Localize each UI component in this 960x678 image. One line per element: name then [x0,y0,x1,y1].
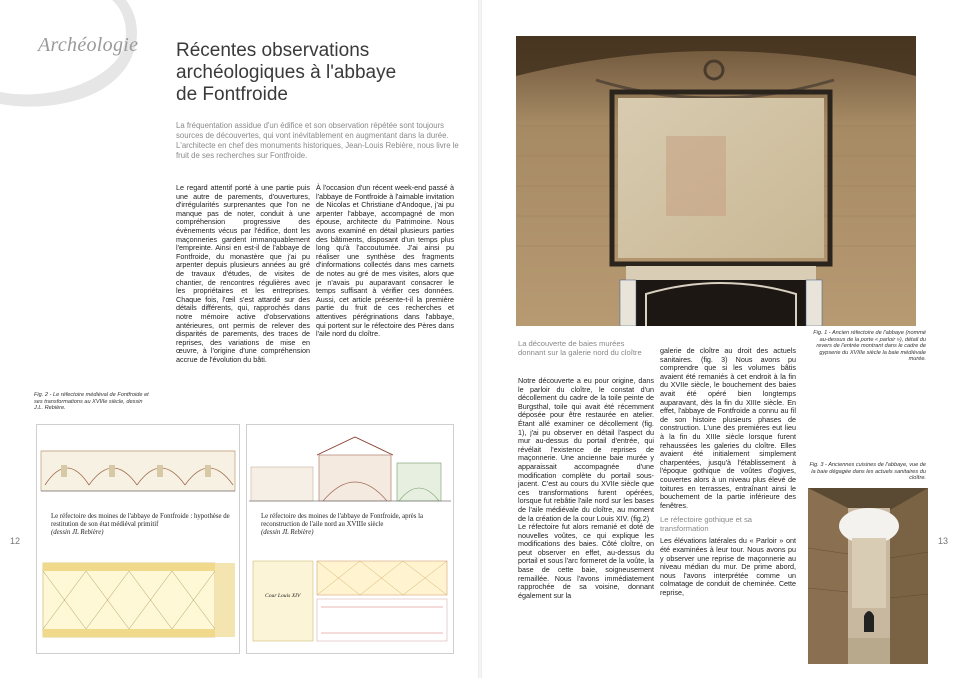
section-drawing [247,425,453,513]
drawing2-credit: (dessin JL Rebière) [261,529,314,536]
page-number-left: 12 [10,536,21,546]
title-line-3: de Fontfroide [176,84,288,105]
page-number-right: 13 [938,536,949,546]
article-title [176,40,396,106]
plan-label: Cour Louis XIV [265,593,301,599]
drawing1-caption [51,513,235,537]
drawing-medieval-refectory [36,424,240,654]
intro-paragraph: La fréquentation assidue d'un édifice et son observation répétée sont toujours sources de découvertes, qui vont inévitablement en augmentant dans la durée. L'architecte en chef des monuments historiques, Jean-Louis Rebière, nous livre le fruit de ses recherches sur Fontfroide. [176,121,459,160]
elevation-drawing [37,425,239,507]
drawing1-credit: (dessin JL Rebière) [51,529,104,536]
fig1-caption: Fig. 1 - Ancien réfectoire de l'abbaye (nommé au-dessus de la porte « parloir »), détail du revers de l'entrée montrant dans le cadre de gypserie du XVIIIe siècle la baie médiévale murée. [813,330,926,363]
body-column-4 [660,347,796,598]
body-column-2: À l'occasion d'un récent week-end passé à l'abbaye de Fontfroide à l'aimable invitation de Nicolas et Christiane d'Andoque, j'ai pu arpenter l'abbaye, accompagné de mon épouse, architecte du Patrimoine. Nous avons examiné en détail plusieurs parties des bâtiments, disposant d'un temps plus long qu'à l'accoutumée. J'ai ainsi pu réaliser une synthèse des fragments d'informations collectés dans mes carnets de notes au gré de mes visites, alors que je n'avais pu auparavant consacrer le temps suffisant à vérifier ces données. Aussi, cet article présente-t-il la première partie du fruit de ces recherches et attentives pérégrinations dans l'abbaye, qui portent sur le réfectoire des Pères dans l'aile nord du cloître. [316,183,454,339]
col4-para-1: galerie de cloître au droit des actuels sanitaires. (fig. 3) Nous avons pu comprendre que si les volumes bâtis avaient été remaniés à cet endroit à la fin du XVIIe siècle, le bouchement des baies avait été opéré bien longtemps auparavant, dès la fin du XIIIe siècle. En effet, l'abbaye de Fontfroide a connu au fil de son histoire plusieurs phases de construction. L'une des premières eut lieu à la fin du XIIIe siècle lorsque furent rehaussées les galeries du cloître. Elles avaient été initialement simplement charpentées, jusqu'à l'établissement à l'époque gothique de voûtes d'ogives, couvertes alors à un niveau plus élevé de toitures en terrasses, entraînant ainsi le bouchement de la partie inférieure des fenêtres. [660,346,796,510]
body-column-1: Le regard attentif porté à une partie puis une autre de parements, d'ouvertures, d'irrégularités surprenantes que l'on ne manque pas de noter, conduit à une compréhension progressive des évènements vécus par l'édifice, dont les maçonneries gardent immanquablement l'empreinte. Ainsi en est-il de l'abbaye de Fontfroide, du monastère que j'ai pu arpenter depuis plusieurs années au gré de travaux d'études, de visites de chantier, de rencontres régulières avec les propriétaires et les entreprises. Chaque fois, l'œil s'est attardé sur des détails différents, qui, rapprochés dans notre mémoire active d'observations antérieures, ont permis de relever des disparités de parements, des traces de reprises, des variations de mise en œuvre, à l'origine d'une compréhension accrue de l'évolution du bâti. [176,183,310,364]
body-column-3 [518,377,654,600]
drawing1-caption-text: Le réfectoire des moines de l'abbaye de Fontfroide : hypothèse de restitution de son état médiéval primitif [51,513,230,528]
col3-para-1: Notre découverte a eu pour origine, dans le parloir du cloître, le constat d'un décollement du cadre de la toile peinte de Burgsthal, toile qui avait été récemment déposée pour être restaurée en atelier. Étant allé examiner ce décollement (fig. 1), j'ai pu observer en détail l'aspect du mur au-dessus du portail d'entrée, qui révélait l'existence de reprises de maçonnerie. Une ancienne baie murée y apparaissait accompagnée d'une modification complète du portail sous-jacent. C'est au cours du XVIIe siècle que ces transformations furent opérées, lorsque fut rebâtie l'aile nord sur les bases de l'aile médiévale du cloître, au moment de la création de la cour Louis XIV. (fig.2) [518,376,654,523]
photo-kitchen-image [808,488,928,664]
title-line-2: archéologiques à l'abbaye [176,62,397,83]
plan-drawing-2 [247,555,453,653]
title-line-1: Récentes observations [176,40,370,61]
drawing-18th-century-refectory [246,424,454,654]
drawing2-caption-text: Le réfectoire des moines de l'abbaye de Fontfroide, après la reconstruction de l'aile nord au XVIIIe siècle [261,513,424,528]
photo-refectory-image [516,36,916,326]
fig2-caption: Fig. 2 - Le réfectoire médiéval de Fontfroide et ses transformations au XVIIIe siècle, dessin J.L. Rebière. [34,392,149,412]
col3-para-2: Le réfectoire fut alors remanié et doté de nouvelles voûtes, ce qui explique les modifications des baies. Côté cloître, on peut observer en effet, au-dessus du portail et sous l'arc formeret de la voûte, la base de cette baie, soigneusement remaillée. Nous l'avons immédiatement rapprochée de sa voisine, donnant également sur la [518,522,654,600]
photo-kitchen-bay [808,488,928,664]
section-label: Archéologie [38,34,139,56]
col4-para-2: Les élévations latérales du « Parloir » ont été examinées à leur tour. Nous avons pu y observer une reprise de maçonnerie au niveau médian du mur. De prime abord, nous l'avons interprétée comme un colmatage de conduit de cheminée. Cette reprise, [660,536,796,598]
right-page [482,0,960,678]
section1-title: La découverte de baies murées donnant sur la galerie nord du cloître [518,339,642,357]
drawing2-caption [261,513,447,537]
section2-title: Le réfectoire gothique et sa transformation [660,515,753,533]
fig3-caption: Fig. 3 - Anciennes cuisines de l'abbaye, vue de la baie dégagée dans les actuels sanitaires du cloître. [809,462,926,482]
plan-drawing [37,555,239,653]
photo-refectory-wall [516,36,916,326]
